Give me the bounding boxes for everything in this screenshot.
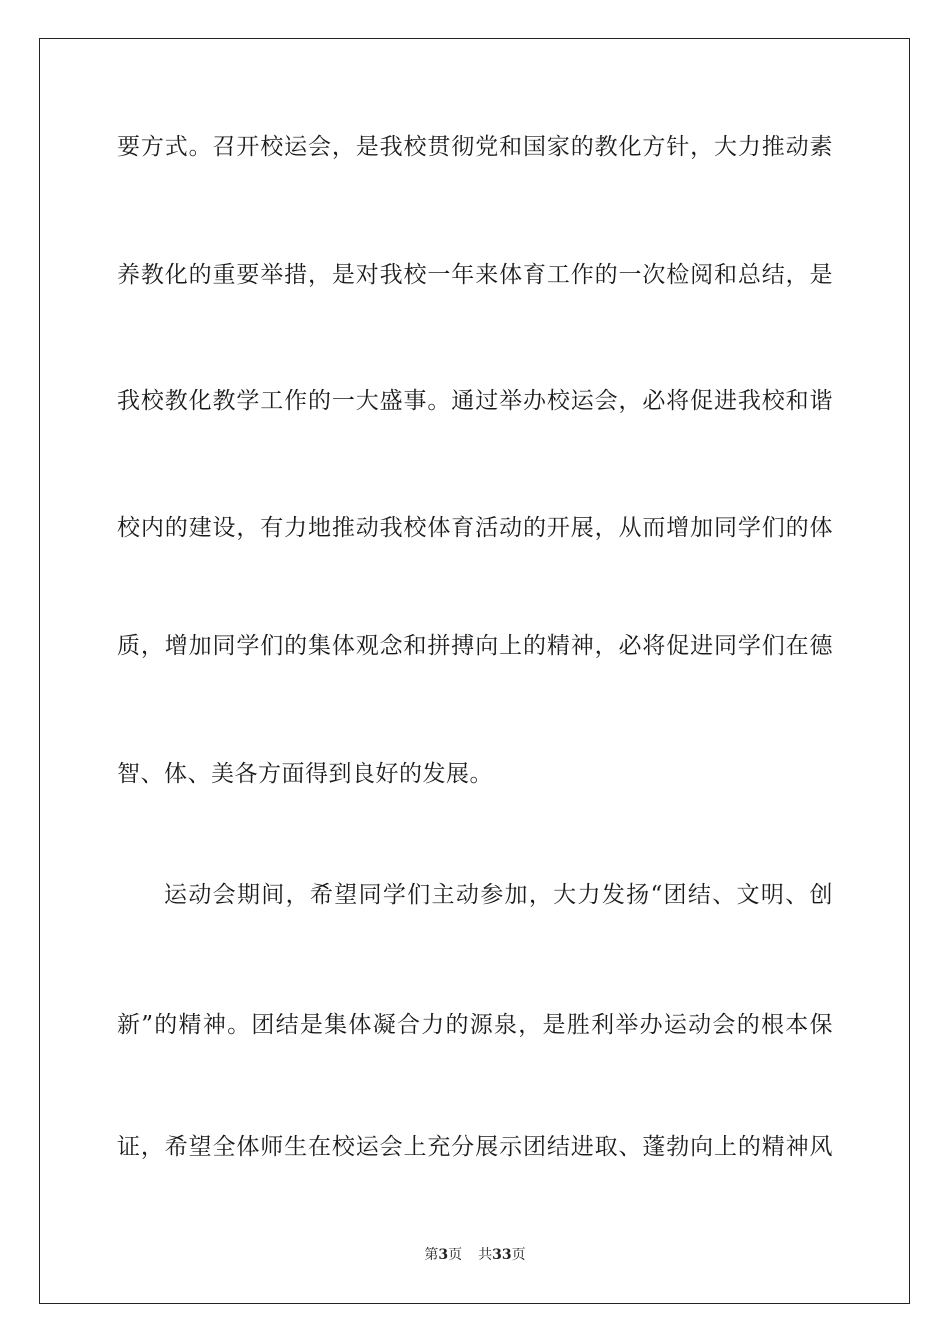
text-line: 质，增加同学们的集体观念和拼搏向上的精神，必将促进同学们在德 [117,633,833,659]
total-suffix: 页 [511,1247,526,1263]
total-prefix: 共 [478,1247,493,1263]
text-line: 证，希望全体师生在校运会上充分展示团结进取、蓬勃向上的精神风 [117,1134,833,1160]
text-line: 新”的精神。团结是集体凝合力的源泉，是胜利举办运动会的根本保 [117,1012,833,1038]
page-number: 3 [438,1247,449,1263]
total-pages: 33 [492,1247,512,1263]
paragraph-first-line: 运动会期间，希望同学们主动参加，大力发扬“团结、文明、创 [164,882,833,908]
page-suffix: 页 [448,1247,463,1263]
page-prefix: 第 [424,1247,439,1263]
text-line: 要方式。召开校运会，是我校贯彻党和国家的教化方针，大力推动素 [117,134,833,160]
text-line: 智、体、美各方面得到良好的发展。 [117,761,493,787]
text-line: 我校教化教学工作的一大盛事。通过举办校运会，必将促进我校和谐 [117,388,833,414]
text-line: 校内的建设，有力地推动我校体育活动的开展，从而增加同学们的体 [117,515,833,541]
text-line: 养教化的重要举措，是对我校一年来体育工作的一次检阅和总结，是 [117,262,833,288]
page-footer [0,1246,950,1264]
page-border [39,38,910,1304]
